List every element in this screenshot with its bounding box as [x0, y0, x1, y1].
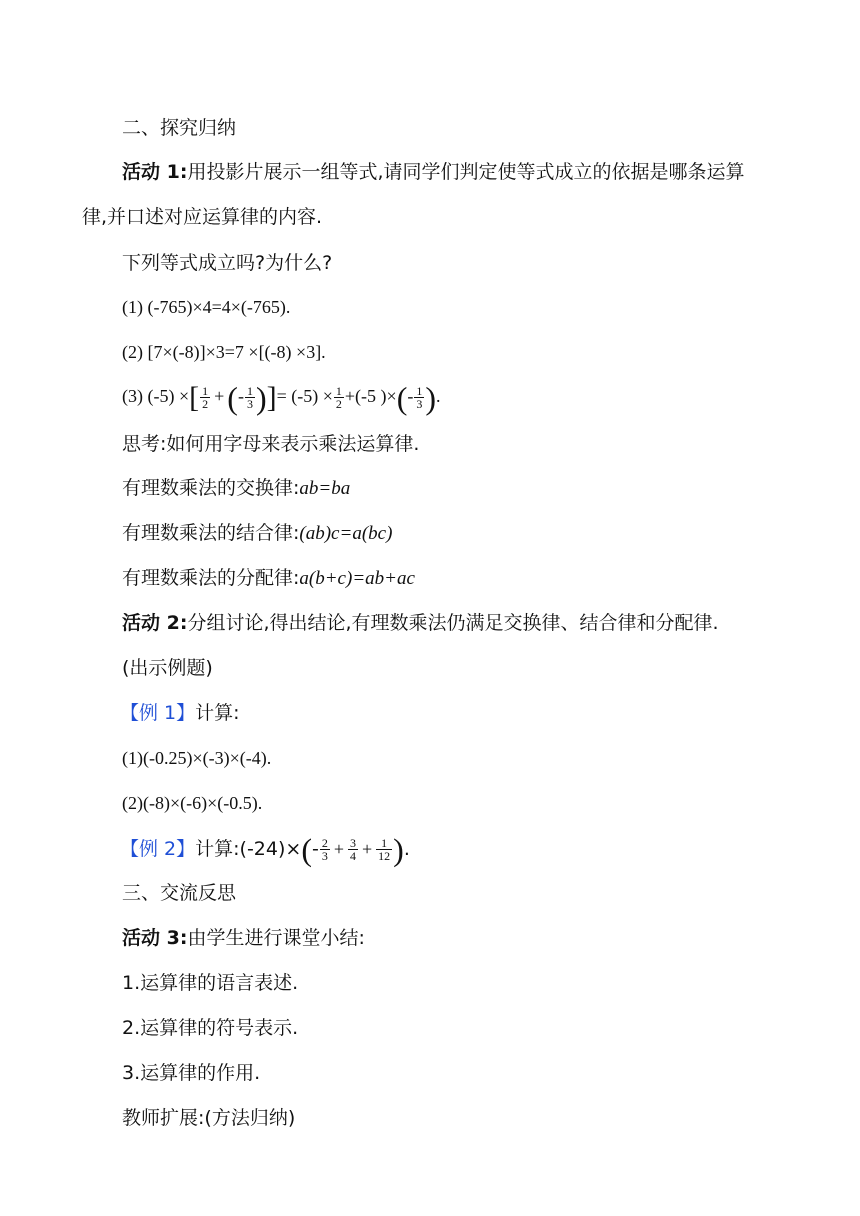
summary-item-1: 1.运算律的语言表述.	[122, 972, 299, 994]
fraction: $\frac{1}{12}$	[378, 836, 391, 863]
eq3-prefix: (3) (-5) ×	[122, 386, 190, 406]
activity-2-text: 分组讨论,得出结论,有理数乘法仍满足交换律、结合律和分配律.	[187, 612, 719, 634]
law-label: 有理数乘法的交换律:	[122, 477, 300, 499]
eq3-end: .	[436, 386, 441, 406]
equation-1: (1) (-765)×4=4×(-765).	[122, 297, 291, 317]
law-distributive	[122, 565, 415, 592]
plus-sign: +	[362, 839, 373, 859]
right-paren: )	[393, 831, 404, 868]
think-prompt: 思考:如何用字母来表示乘法运算律.	[122, 433, 420, 455]
plus-sign: +	[333, 839, 344, 859]
example-1-heading	[120, 700, 240, 726]
activity-3-label: 活动 3:	[122, 927, 188, 949]
law-formula: a(b+c)=ab+ac	[299, 568, 415, 589]
left-paren: (	[227, 379, 238, 416]
plus-sign: +	[214, 386, 225, 406]
activity-3	[122, 925, 365, 951]
equation-3	[122, 379, 441, 416]
law-formula: ab=ba	[299, 478, 351, 499]
example-1-item-2: (2)(-8)×(-6)×(-0.5).	[122, 793, 263, 813]
eq3-mid2: +(-5 )×	[344, 386, 397, 406]
fraction: $\frac{1}{2}$	[335, 384, 342, 412]
example-2-tag: 【例 2】	[120, 838, 196, 860]
section-3-title: 三、交流反思	[122, 882, 237, 904]
summary-item-3: 3.运算律的作用.	[122, 1062, 261, 1084]
left-paren: (	[396, 379, 408, 416]
equation-2: (2) [7×(-8)]×3=7 ×[(-8) ×3].	[122, 342, 326, 362]
activity-2	[122, 610, 719, 636]
activity-2-label: 活动 2:	[122, 612, 188, 634]
summary-item-2: 2.运算律的符号表示.	[122, 1017, 299, 1039]
minus-sign: -	[237, 386, 244, 406]
law-commutative	[122, 475, 350, 502]
eq3-mid: = (-5) ×	[276, 386, 333, 406]
fraction: $\frac{2}{3}$	[321, 836, 328, 863]
fraction: $\frac{1}{3}$	[246, 384, 253, 412]
section-2-title: 二、探究归纳	[122, 117, 237, 139]
example-2	[120, 831, 410, 868]
law-label: 有理数乘法的分配律:	[122, 567, 300, 589]
show-examples: (出示例题)	[122, 657, 213, 679]
law-label: 有理数乘法的结合律:	[122, 522, 300, 544]
example-1-text: 计算:	[195, 702, 240, 724]
activity-3-text: 由学生进行课堂小结:	[187, 927, 365, 949]
example-1-tag: 【例 1】	[120, 702, 196, 724]
example-1-item-1: (1)(-0.25)×(-3)×(-4).	[122, 748, 272, 768]
activity-1-line1	[122, 159, 744, 185]
law-associative	[122, 520, 392, 547]
right-paren: )	[425, 379, 436, 416]
activity-1-text: 用投影片展示一组等式,请同学们判定使等式成立的依据是哪条运算	[187, 161, 745, 183]
left-bracket: [	[189, 380, 200, 414]
minus-sign: -	[407, 386, 414, 406]
fraction: $\frac{1}{3}$	[416, 384, 423, 412]
example-2-text: 计算:(-24)×	[195, 838, 302, 860]
activity-1-label: 活动 1:	[122, 161, 188, 183]
left-paren: (	[301, 831, 312, 868]
example-2-end: .	[403, 838, 410, 860]
question: 下列等式成立吗?为什么?	[122, 252, 333, 274]
right-bracket: ]	[266, 380, 277, 414]
right-paren: )	[255, 379, 267, 416]
fraction: $\frac{1}{2}$	[202, 384, 209, 412]
law-formula: (ab)c=a(bc)	[299, 523, 393, 544]
minus-sign: -	[311, 838, 319, 860]
activity-1-line2: 律,并口述对应运算律的内容.	[82, 206, 323, 228]
teacher-extension: 教师扩展:(方法归纳)	[122, 1107, 296, 1129]
fraction: $\frac{3}{4}$	[350, 836, 356, 863]
